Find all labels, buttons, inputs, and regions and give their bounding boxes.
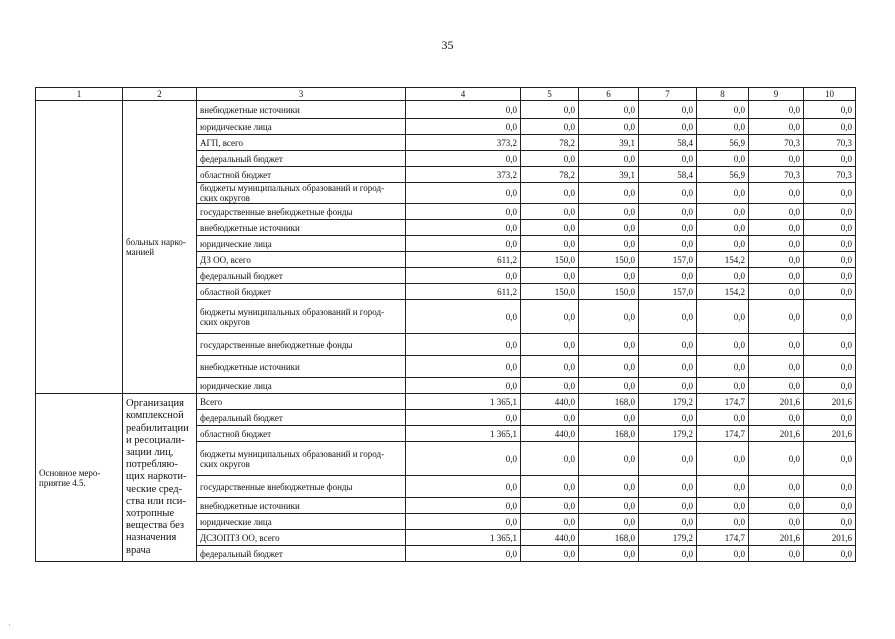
amount-cell: 440,0: [521, 530, 579, 546]
amount-cell: 0,0: [749, 356, 804, 378]
table-row: [36, 394, 856, 410]
amount-cell: 0,0: [406, 220, 521, 236]
amount-cell: 0,0: [579, 236, 639, 252]
amount-cell: 0,0: [749, 252, 804, 268]
amount-cell: 0,0: [639, 334, 697, 356]
amount-cell: 0,0: [579, 356, 639, 378]
amount-cell: 150,0: [521, 284, 579, 300]
amount-cell: 168,0: [579, 394, 639, 410]
funding-source-label: бюджеты муниципальных образований и город- ских округов: [197, 183, 406, 204]
amount-cell: 0,0: [579, 410, 639, 426]
amount-cell: 0,0: [639, 183, 697, 204]
amount-cell: 0,0: [639, 220, 697, 236]
amount-cell: 201,6: [804, 394, 856, 410]
funding-source-label: ДЗ ОО, всего: [197, 252, 406, 268]
funding-source-label: юридические лица: [197, 119, 406, 135]
amount-cell: 0,0: [579, 204, 639, 220]
funding-source-label: Всего: [197, 394, 406, 410]
amount-cell: 179,2: [639, 426, 697, 442]
amount-cell: 0,0: [697, 119, 749, 135]
amount-cell: 0,0: [804, 220, 856, 236]
table-row: [36, 101, 856, 119]
amount-cell: 0,0: [639, 476, 697, 498]
amount-cell: 58,4: [639, 167, 697, 183]
activity-name-cell: Организация комплексной реабилитации и ресоциали- зации лиц, потребляю- щих наркоти- ческие сред- ства или пси- хотропные вещества без назначения врача: [123, 394, 197, 562]
amount-cell: 0,0: [406, 151, 521, 167]
amount-cell: 0,0: [749, 378, 804, 394]
funding-source-label: внебюджетные источники: [197, 356, 406, 378]
column-number: 2: [123, 88, 197, 101]
amount-cell: 0,0: [639, 378, 697, 394]
funding-source-label: внебюджетные источники: [197, 220, 406, 236]
amount-cell: 0,0: [579, 101, 639, 119]
column-number: 5: [521, 88, 579, 101]
amount-cell: 0,0: [579, 220, 639, 236]
funding-source-label: внебюджетные источники: [197, 498, 406, 514]
amount-cell: 0,0: [804, 204, 856, 220]
funding-source-label: федеральный бюджет: [197, 410, 406, 426]
activity-code-cell: [36, 101, 123, 394]
column-number: 7: [639, 88, 697, 101]
amount-cell: 0,0: [579, 378, 639, 394]
amount-cell: 0,0: [697, 514, 749, 530]
column-number: 4: [406, 88, 521, 101]
amount-cell: 0,0: [804, 334, 856, 356]
amount-cell: 0,0: [579, 514, 639, 530]
amount-cell: 0,0: [521, 498, 579, 514]
amount-cell: 0,0: [804, 514, 856, 530]
amount-cell: 0,0: [406, 119, 521, 135]
amount-cell: 0,0: [406, 476, 521, 498]
amount-cell: 0,0: [697, 334, 749, 356]
funding-source-label: государственные внебюджетные фонды: [197, 334, 406, 356]
amount-cell: 0,0: [639, 300, 697, 334]
amount-cell: 39,1: [579, 167, 639, 183]
amount-cell: 0,0: [406, 356, 521, 378]
amount-cell: 0,0: [804, 268, 856, 284]
amount-cell: 0,0: [521, 300, 579, 334]
funding-source-label: внебюджетные источники: [197, 101, 406, 119]
amount-cell: 201,6: [804, 530, 856, 546]
amount-cell: 168,0: [579, 426, 639, 442]
amount-cell: 70,3: [804, 167, 856, 183]
amount-cell: 0,0: [749, 284, 804, 300]
amount-cell: 0,0: [804, 284, 856, 300]
amount-cell: 0,0: [579, 546, 639, 562]
amount-cell: 0,0: [521, 151, 579, 167]
funding-source-label: федеральный бюджет: [197, 268, 406, 284]
amount-cell: 0,0: [639, 101, 697, 119]
amount-cell: 0,0: [749, 334, 804, 356]
amount-cell: 0,0: [804, 546, 856, 562]
page-number: 35: [441, 38, 454, 52]
amount-cell: 0,0: [639, 356, 697, 378]
amount-cell: 0,0: [406, 268, 521, 284]
funding-source-label: АГП, всего: [197, 135, 406, 151]
amount-cell: 0,0: [749, 476, 804, 498]
amount-cell: 174,7: [697, 426, 749, 442]
amount-cell: 174,7: [697, 530, 749, 546]
funding-source-label: юридические лица: [197, 236, 406, 252]
amount-cell: 168,0: [579, 530, 639, 546]
amount-cell: 0,0: [521, 204, 579, 220]
budget-table: [35, 87, 856, 562]
amount-cell: 0,0: [639, 236, 697, 252]
column-number: 6: [579, 88, 639, 101]
amount-cell: 201,6: [804, 426, 856, 442]
amount-cell: 0,0: [406, 204, 521, 220]
amount-cell: 179,2: [639, 530, 697, 546]
amount-cell: 0,0: [521, 334, 579, 356]
funding-source-label: государственные внебюджетные фонды: [197, 476, 406, 498]
amount-cell: 201,6: [749, 530, 804, 546]
funding-source-label: областной бюджет: [197, 284, 406, 300]
amount-cell: 0,0: [697, 220, 749, 236]
amount-cell: 0,0: [804, 378, 856, 394]
amount-cell: 0,0: [804, 236, 856, 252]
activity-name-cell: больных нарко- манией: [123, 101, 197, 394]
funding-source-label: ДСЗОПТЗ ОО, всего: [197, 530, 406, 546]
amount-cell: 0,0: [579, 151, 639, 167]
amount-cell: 611,2: [406, 252, 521, 268]
funding-source-label: бюджеты муниципальных образований и город- ских округов: [197, 442, 406, 476]
amount-cell: 0,0: [521, 410, 579, 426]
amount-cell: 0,0: [804, 356, 856, 378]
amount-cell: 0,0: [697, 476, 749, 498]
amount-cell: 0,0: [406, 498, 521, 514]
amount-cell: 1 365,1: [406, 394, 521, 410]
amount-cell: 0,0: [406, 334, 521, 356]
funding-source-label: областной бюджет: [197, 167, 406, 183]
amount-cell: 58,4: [639, 135, 697, 151]
amount-cell: 154,2: [697, 252, 749, 268]
amount-cell: 0,0: [697, 356, 749, 378]
amount-cell: 1 365,1: [406, 426, 521, 442]
amount-cell: 0,0: [804, 252, 856, 268]
amount-cell: 0,0: [749, 151, 804, 167]
column-number: 10: [804, 88, 856, 101]
amount-cell: 0,0: [639, 268, 697, 284]
amount-cell: 157,0: [639, 252, 697, 268]
amount-cell: 0,0: [406, 101, 521, 119]
amount-cell: 0,0: [749, 300, 804, 334]
amount-cell: 0,0: [406, 378, 521, 394]
amount-cell: 179,2: [639, 394, 697, 410]
amount-cell: 0,0: [749, 514, 804, 530]
amount-cell: 0,0: [749, 220, 804, 236]
amount-cell: 1 365,1: [406, 530, 521, 546]
amount-cell: 0,0: [697, 204, 749, 220]
amount-cell: 0,0: [749, 410, 804, 426]
amount-cell: 0,0: [521, 378, 579, 394]
amount-cell: 440,0: [521, 394, 579, 410]
amount-cell: 0,0: [749, 101, 804, 119]
amount-cell: 0,0: [697, 268, 749, 284]
amount-cell: 0,0: [804, 300, 856, 334]
amount-cell: 0,0: [749, 498, 804, 514]
funding-source-label: юридические лица: [197, 378, 406, 394]
table-body: [36, 101, 856, 562]
amount-cell: 0,0: [579, 334, 639, 356]
amount-cell: 0,0: [697, 183, 749, 204]
amount-cell: 0,0: [749, 236, 804, 252]
amount-cell: 0,0: [749, 183, 804, 204]
amount-cell: 0,0: [697, 378, 749, 394]
funding-source-label: бюджеты муниципальных образований и город- ских округов: [197, 300, 406, 334]
amount-cell: 0,0: [804, 119, 856, 135]
amount-cell: 0,0: [804, 476, 856, 498]
amount-cell: 0,0: [521, 546, 579, 562]
amount-cell: 0,0: [521, 268, 579, 284]
amount-cell: 0,0: [406, 514, 521, 530]
amount-cell: 0,0: [804, 442, 856, 476]
amount-cell: 0,0: [639, 119, 697, 135]
amount-cell: 0,0: [639, 410, 697, 426]
amount-cell: 611,2: [406, 284, 521, 300]
amount-cell: 201,6: [749, 394, 804, 410]
amount-cell: 0,0: [521, 514, 579, 530]
amount-cell: 0,0: [804, 101, 856, 119]
amount-cell: 70,3: [804, 135, 856, 151]
amount-cell: 0,0: [406, 236, 521, 252]
amount-cell: 70,3: [749, 167, 804, 183]
amount-cell: 0,0: [406, 410, 521, 426]
amount-cell: 0,0: [697, 546, 749, 562]
amount-cell: 0,0: [749, 204, 804, 220]
amount-cell: 0,0: [749, 442, 804, 476]
amount-cell: 0,0: [697, 300, 749, 334]
amount-cell: 0,0: [406, 442, 521, 476]
amount-cell: 0,0: [639, 151, 697, 167]
amount-cell: 56,9: [697, 135, 749, 151]
amount-cell: 0,0: [749, 119, 804, 135]
amount-cell: 0,0: [521, 101, 579, 119]
funding-source-label: юридические лица: [197, 514, 406, 530]
amount-cell: 0,0: [639, 498, 697, 514]
funding-source-label: федеральный бюджет: [197, 546, 406, 562]
amount-cell: 0,0: [639, 442, 697, 476]
amount-cell: 0,0: [521, 220, 579, 236]
column-number: 3: [197, 88, 406, 101]
amount-cell: 0,0: [521, 442, 579, 476]
amount-cell: 0,0: [804, 151, 856, 167]
amount-cell: 0,0: [579, 300, 639, 334]
column-number-row: [36, 88, 856, 101]
amount-cell: 157,0: [639, 284, 697, 300]
amount-cell: 201,6: [749, 426, 804, 442]
amount-cell: 0,0: [749, 268, 804, 284]
amount-cell: 150,0: [521, 252, 579, 268]
amount-cell: 0,0: [697, 498, 749, 514]
amount-cell: 373,2: [406, 167, 521, 183]
amount-cell: 0,0: [521, 183, 579, 204]
amount-cell: 0,0: [579, 498, 639, 514]
amount-cell: 70,3: [749, 135, 804, 151]
amount-cell: 0,0: [697, 151, 749, 167]
amount-cell: 0,0: [579, 442, 639, 476]
amount-cell: 0,0: [697, 410, 749, 426]
amount-cell: 0,0: [804, 498, 856, 514]
amount-cell: 0,0: [697, 236, 749, 252]
amount-cell: 0,0: [804, 183, 856, 204]
amount-cell: 440,0: [521, 426, 579, 442]
amount-cell: 0,0: [406, 300, 521, 334]
amount-cell: 0,0: [406, 546, 521, 562]
column-number: 1: [36, 88, 123, 101]
amount-cell: 0,0: [521, 476, 579, 498]
column-number: 9: [749, 88, 804, 101]
amount-cell: 0,0: [579, 119, 639, 135]
amount-cell: 56,9: [697, 167, 749, 183]
amount-cell: 0,0: [639, 546, 697, 562]
amount-cell: 0,0: [749, 546, 804, 562]
funding-source-label: государственные внебюджетные фонды: [197, 204, 406, 220]
funding-source-label: областной бюджет: [197, 426, 406, 442]
amount-cell: 0,0: [406, 183, 521, 204]
amount-cell: 373,2: [406, 135, 521, 151]
amount-cell: 0,0: [697, 101, 749, 119]
stray-mark: ': [9, 624, 11, 630]
amount-cell: 0,0: [579, 476, 639, 498]
amount-cell: 0,0: [639, 514, 697, 530]
amount-cell: 0,0: [804, 410, 856, 426]
amount-cell: 174,7: [697, 394, 749, 410]
amount-cell: 78,2: [521, 135, 579, 151]
activity-code-cell: Основное меро- приятие 4.5.: [36, 394, 123, 562]
funding-source-label: федеральный бюджет: [197, 151, 406, 167]
amount-cell: 0,0: [639, 204, 697, 220]
amount-cell: 39,1: [579, 135, 639, 151]
amount-cell: 154,2: [697, 284, 749, 300]
amount-cell: 0,0: [521, 119, 579, 135]
amount-cell: 150,0: [579, 284, 639, 300]
amount-cell: 150,0: [579, 252, 639, 268]
amount-cell: 0,0: [579, 268, 639, 284]
amount-cell: 0,0: [579, 183, 639, 204]
amount-cell: 0,0: [521, 356, 579, 378]
column-number: 8: [697, 88, 749, 101]
amount-cell: 0,0: [697, 442, 749, 476]
amount-cell: 78,2: [521, 167, 579, 183]
amount-cell: 0,0: [521, 236, 579, 252]
